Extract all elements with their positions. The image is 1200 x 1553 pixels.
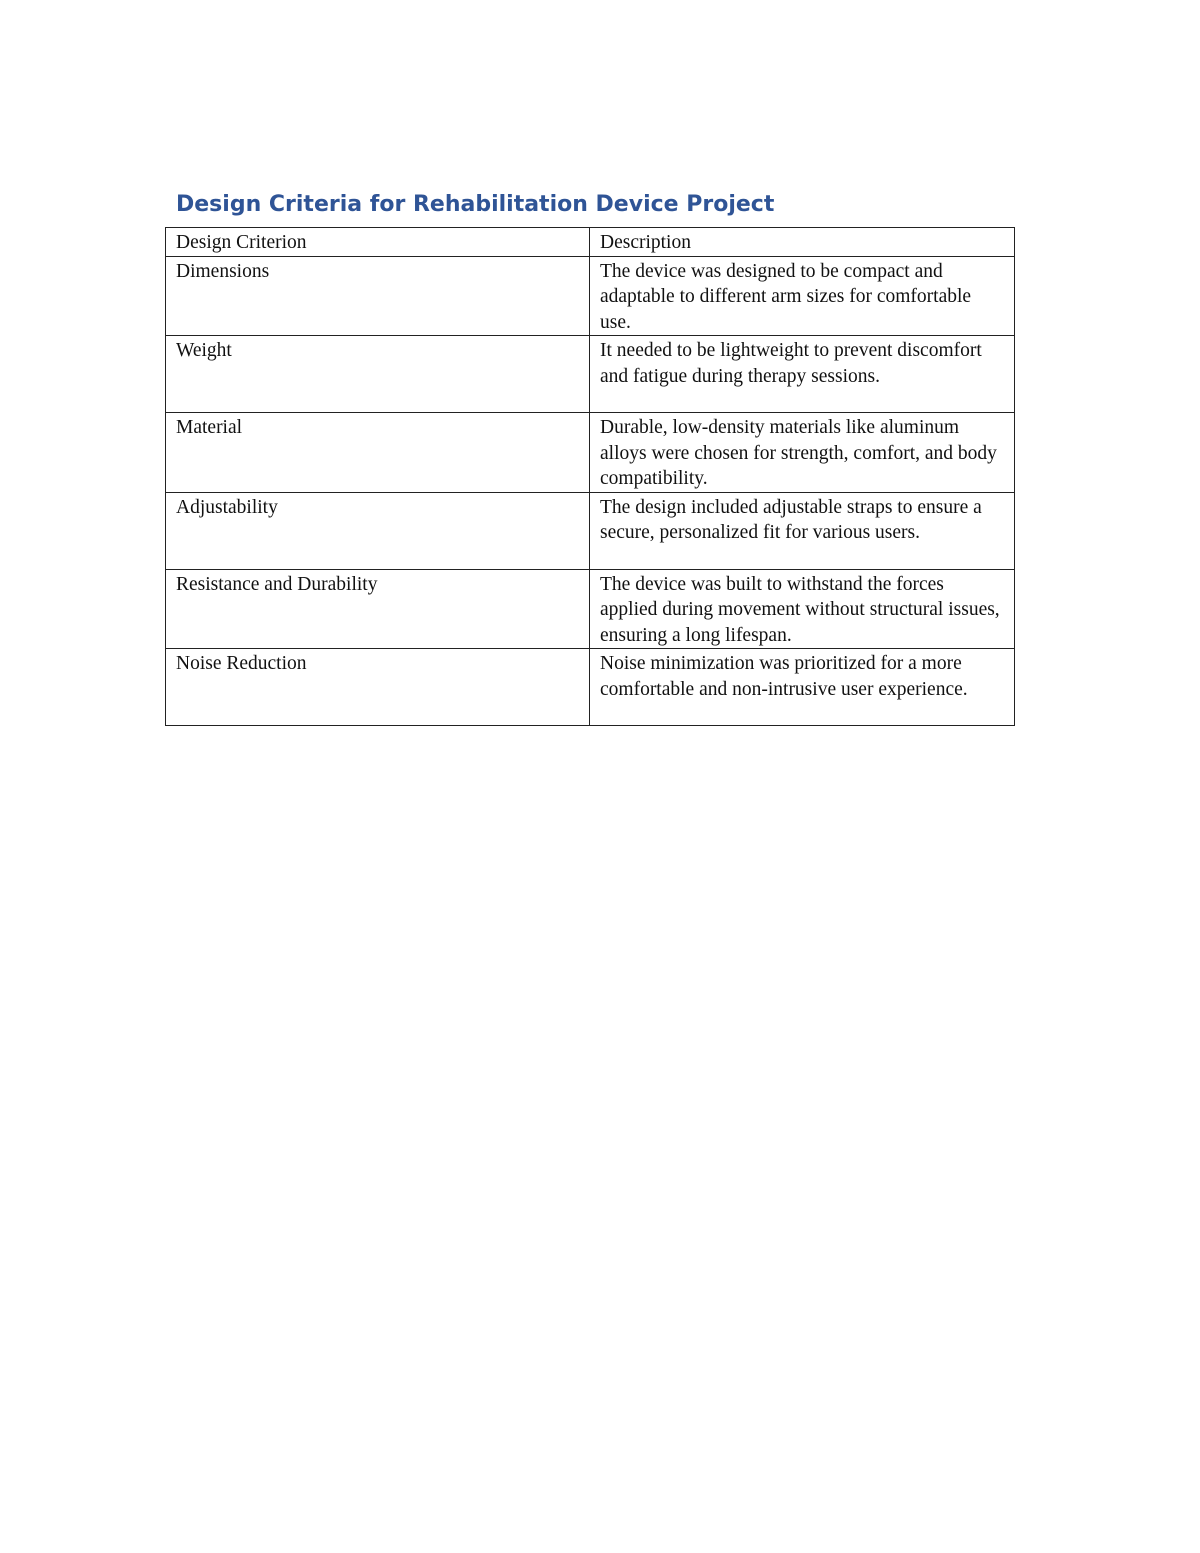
criterion-cell: Material	[166, 413, 590, 493]
table-row	[166, 336, 1015, 413]
table-row	[166, 413, 1015, 493]
criterion-cell: Resistance and Durability	[166, 569, 590, 649]
description-cell: Noise minimization was prioritized for a more comfortable and non-intrusive user experience.	[590, 649, 1015, 726]
description-cell: The device was designed to be compact and adaptable to different arm sizes for comfortable use.	[590, 256, 1015, 336]
table-row	[166, 492, 1015, 569]
table-row	[166, 256, 1015, 336]
description-cell: The design included adjustable straps to ensure a secure, personalized fit for various users.	[590, 492, 1015, 569]
description-cell: It needed to be lightweight to prevent discomfort and fatigue during therapy sessions.	[590, 336, 1015, 413]
criterion-cell: Dimensions	[166, 256, 590, 336]
criterion-cell: Adjustability	[166, 492, 590, 569]
description-cell: The device was built to withstand the forces applied during movement without structural issues, ensuring a long lifespan.	[590, 569, 1015, 649]
table-row	[166, 649, 1015, 726]
page-title: Design Criteria for Rehabilitation Device Project	[176, 192, 775, 217]
header-design-criterion: Design Criterion	[166, 228, 590, 257]
header-description: Description	[590, 228, 1015, 257]
design-criteria-table	[165, 227, 1015, 726]
table-header-row	[166, 228, 1015, 257]
criterion-cell: Weight	[166, 336, 590, 413]
criterion-cell: Noise Reduction	[166, 649, 590, 726]
description-cell: Durable, low-density materials like aluminum alloys were chosen for strength, comfort, and body compatibility.	[590, 413, 1015, 493]
table-row	[166, 569, 1015, 649]
